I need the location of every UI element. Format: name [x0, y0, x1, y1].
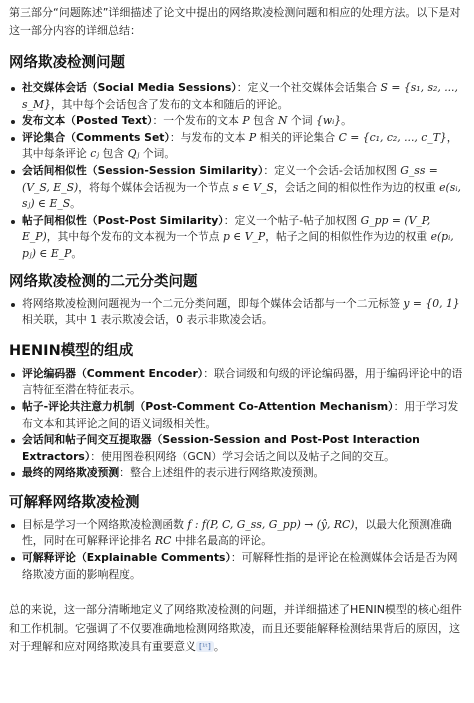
- math-expression: G_ss = (V_S, E_S): [22, 163, 438, 194]
- term: 评论集合（Comments Set）: [22, 130, 170, 144]
- section-heading-binary: 网络欺凌检测的二元分类问题: [9, 273, 198, 290]
- math-expression: cⱼ: [90, 147, 100, 161]
- math-expression: G_pp = (V_P, E_P): [22, 213, 431, 244]
- explain-list: [9, 517, 464, 583]
- math-expression: {wᵢ}: [315, 114, 342, 128]
- math-expression: S = {s₁, s₂, ..., s_M}: [22, 81, 458, 111]
- term: 发布文本（Posted Text）: [22, 114, 153, 128]
- citation-link[interactable]: [¹ᵗ]: [196, 641, 214, 652]
- term: 评论编码器（Comment Encoder）: [22, 366, 204, 380]
- list-item-session-similarity: 会话间相似性（Session-Session Similarity）：定义一个会话-会话加权图 G_ss = (V_S, E_S)，将每个媒体会话视为一个节点 s ∈ V_S，会话之间的相似性作为边的权重 e(sᵢ, sⱼ) ∈ E_S。: [9, 163, 464, 213]
- math-expression: e(sᵢ, sⱼ) ∈ E_S: [22, 180, 461, 211]
- intro-paragraph: 第三部分“问题陈述”详细描述了论文中提出的网络欺凌检测问题和相应的处理方法。以下是对这一部分内容的详细总结：: [9, 6, 461, 37]
- summary-paragraph: 总的来说，这一部分清晰地定义了网络欺凌检测的问题，并详细描述了HENIN模型的核心组件和工作机制。它强调了不仅要准确地检测网络欺凌，而且还要能解释检测结果背后的原因，这对于理解和应对网络欺凌具有重要意义 [¹ᵗ] 。: [9, 603, 462, 654]
- list-item-final-prediction: 最终的网络欺凌预测：整合上述组件的表示进行网络欺凌预测。: [9, 465, 464, 482]
- term: 会话间相似性（Session-Session Similarity）: [22, 163, 264, 177]
- math-expression: y = {0, 1}: [403, 296, 460, 310]
- list-item-comments-set: 评论集合（Comments Set）：与发布的文本 P 相关的评论集合 C = {c₁, c₂, ..., c_T}，其中每条评论 cⱼ 包含 Qⱼ 个词。: [9, 130, 464, 163]
- math-expression: P: [242, 114, 250, 128]
- math-expression: RC: [155, 534, 172, 548]
- list-item-co-attention: 帖子-评论共注意力机制（Post-Comment Co-Attention Mechanism）：用于学习发布文本和其评论之间的语义词级相关性。: [9, 399, 464, 432]
- term: 可解释评论（Explainable Comments）: [22, 551, 231, 565]
- math-expression: P: [248, 130, 257, 144]
- math-expression: e(pᵢ, pⱼ) ∈ E_P: [22, 230, 454, 260]
- math-expression: C = {c₁, c₂, ..., c_T}: [338, 130, 447, 144]
- list-item-posted-text: 发布文本（Posted Text）：一个发布的文本 P 包含 N 个词 {wᵢ}。: [9, 113, 464, 130]
- list-item-detection-function: 目标是学习一个网络欺凌检测函数 f : f(P, C, G_ss, G_pp) → (ŷ, RC)，以最大化预测准确性，同时在可解释评论排名 RC 中排名最高的评论。: [9, 517, 464, 550]
- math-expression: Qⱼ: [127, 147, 140, 161]
- section-heading-explainable: 可解释网络欺凌检测: [9, 494, 140, 511]
- math-expression: s ∈ V_S: [232, 180, 274, 194]
- term: 最终的网络欺凌预测: [22, 466, 120, 480]
- list-item-post-similarity: 帖子间相似性（Post-Post Similarity）：定义一个帖子-帖子加权图 G_pp = (V_P, E_P)，其中每个发布的文本视为一个节点 p ∈ V_P，帖子之间的相似性作为边的权重 e(pᵢ, pⱼ) ∈ E_P。: [9, 213, 464, 263]
- term: 帖子间相似性（Post-Post Similarity）: [22, 213, 224, 227]
- henin-list: [9, 366, 464, 482]
- list-item-explainable-comments: 可解释评论（Explainable Comments）：可解释性指的是评论在检测媒体会话是否为网络欺凌方面的影响程度。: [9, 550, 464, 583]
- term: 社交媒体会话（Social Media Sessions）: [22, 81, 237, 94]
- term: 会话间和帖子间交互提取器（Session-Session and Post-Post Interaction Extractors）: [22, 433, 420, 463]
- list-item-binary-classification: 将网络欺凌检测问题视为一个二元分类问题，即每个媒体会话都与一个二元标签 y = {0, 1} 相关联，其中 1 表示欺凌会话，0 表示非欺凌会话。: [9, 296, 464, 329]
- binary-list: [9, 296, 464, 329]
- list-item-comment-encoder: 评论编码器（Comment Encoder）：联合词级和句级的评论编码器，用于编码评论中的语言特征至潜在特征表示。: [9, 366, 464, 399]
- list-item-interaction-extractors: 会话间和帖子间交互提取器（Session-Session and Post-Post Interaction Extractors）：使用图卷积网络（GCN）学习会话之间以及帖子之间的交互。: [9, 432, 464, 465]
- list-item-social-media-sessions: 社交媒体会话（Social Media Sessions）：定义一个社交媒体会话集合 S = {s₁, s₂, ..., s_M}，其中每个会话包含了发布的文本和随后的评论。: [9, 80, 464, 113]
- section-heading-problem: 网络欺凌检测问题: [9, 55, 125, 71]
- math-expression: N: [278, 114, 288, 128]
- math-expression: p ∈ V_P: [222, 230, 266, 244]
- problem-list: [9, 80, 464, 263]
- term: 帖子-评论共注意力机制（Post-Comment Co-Attention Mechanism）: [22, 399, 394, 413]
- section-heading-henin: HENIN模型的组成: [9, 342, 134, 359]
- math-expression: f : f(P, C, G_ss, G_pp) → (ŷ, RC): [187, 517, 355, 531]
